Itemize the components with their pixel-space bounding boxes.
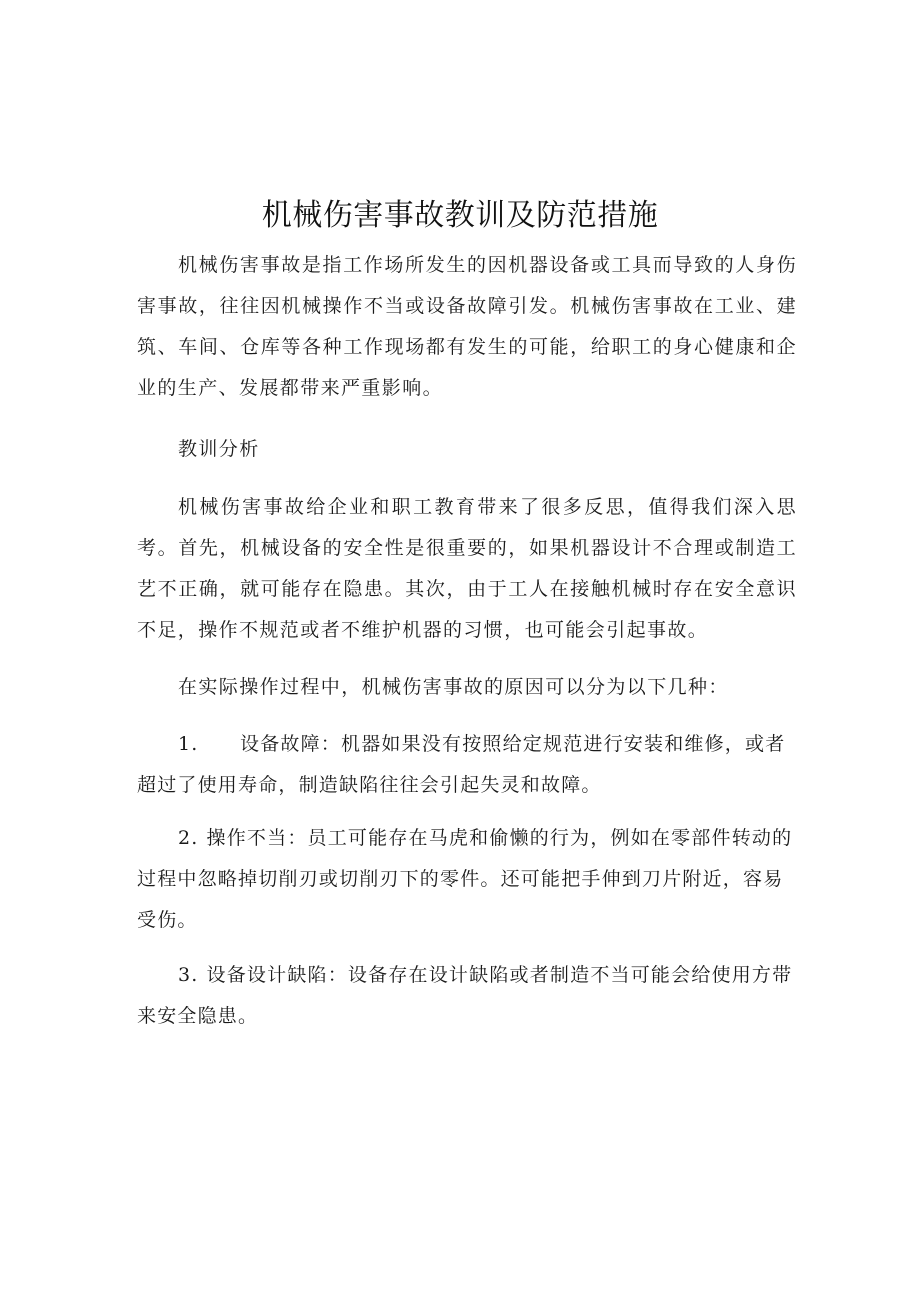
list-item-text: 设备设计缺陷：设备存在设计缺陷或者制造不当可能会给使用方带来安全隐患。	[137, 964, 793, 1027]
list-item-number: 2.	[178, 827, 199, 849]
list-item	[137, 818, 797, 941]
causes-intro: 在实际操作过程中，机械伤害事故的原因可以分为以下几种：	[178, 676, 729, 698]
list-item-text: 设备故障：机器如果没有按照给定规范进行安装和维修，或者超过了使用寿命，制造缺陷往往会引起失灵和故障。	[137, 733, 786, 796]
list-item	[137, 724, 797, 806]
list-item-number: 1.	[178, 733, 199, 755]
analysis-paragraph: 机械伤害事故给企业和职工教育带来了很多反思，值得我们深入思考。首先，机械设备的安全性是很重要的，如果机器设计不合理或制造工艺不正确，就可能存在隐患。其次，由于工人在接触机械时存在安全意识不足，操作不规范或者不维护机器的习惯，也可能会引起事故。	[137, 496, 797, 641]
document-title: 机械伤害事故教训及防范措施	[261, 198, 659, 233]
list-item-text: 操作不当：员工可能存在马虎和偷懒的行为，例如在零部件转动的过程中忽略掉切削刃或切削刃下的零件。还可能把手伸到刀片附近，容易受伤。	[137, 827, 793, 931]
section-heading: 教训分析	[178, 438, 260, 460]
intro-paragraph: 机械伤害事故是指工作场所发生的因机器设备或工具而导致的人身伤害事故，往往因机械操作不当或设备故障引发。机械伤害事故在工业、建筑、车间、仓库等各种工作现场都有发生的可能，给职工的身心健康和企业的生产、发展都带来严重影响。	[137, 254, 797, 399]
list-item	[137, 955, 797, 1037]
list-item-number: 3.	[178, 964, 199, 986]
